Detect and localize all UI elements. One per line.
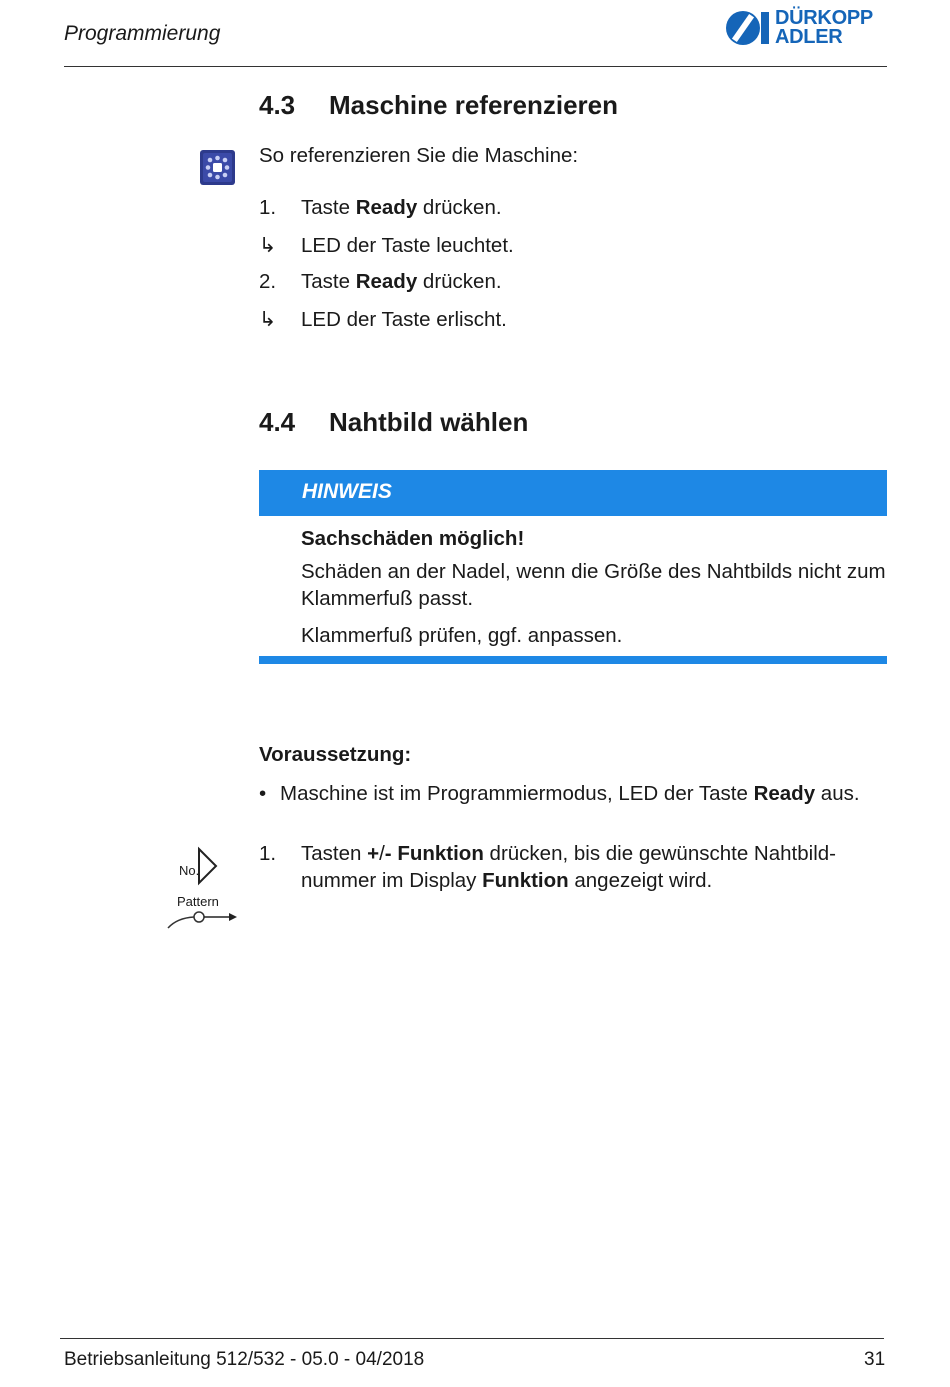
key-name: Ready [355,270,418,293]
key-name: - Funktion [384,842,484,865]
key-name: Ready [753,782,816,805]
notice-banner [259,470,887,516]
result-2 [259,307,507,332]
logo-text-line1: DÜRKOPP [775,7,873,29]
section-4-3-heading [259,90,618,121]
header-rule [64,66,887,67]
bullet-marker: • [259,782,267,805]
result-text: LED der Taste erlischt. [301,308,507,331]
section-4-4-heading [259,407,528,438]
pattern-icon-label-pattern: Pattern [177,894,219,909]
section-number: 4.3 [259,90,296,120]
step-text: drücken, bis die gewünschte Nahtbild-nummer im Display [301,842,836,892]
result-arrow-icon: ↳ [259,234,277,257]
result-1 [259,233,514,258]
step-text: Tasten [301,842,368,865]
section-title: Nahtbild wählen [329,407,529,437]
section-number: 4.4 [259,407,296,437]
step-marker: 1. [259,842,277,865]
step-text: drücken. [417,196,502,219]
notice-label: HINWEIS [302,480,392,503]
step-text: / [379,842,385,865]
logo-text-line2: ADLER [775,26,843,48]
duerkopp-adler-logo [723,8,893,52]
result-arrow-icon: ↳ [259,308,277,331]
step-text: angezeigt wird. [568,869,713,892]
section-4-3-intro: So referenzieren Sie die Maschine: [259,144,579,167]
step-marker: 1. [259,196,277,219]
running-header-title: Programmierung [64,22,221,45]
footer-rule [60,1338,884,1339]
step-marker: 2. [259,270,277,293]
key-name: + [367,842,380,865]
display-name: Funktion [482,869,569,892]
notice-action: Klammerfuß prüfen, ggf. anpassen. [301,624,623,647]
step-2 [259,270,502,294]
key-name: Ready [355,196,418,219]
pattern-key-icon [165,846,241,932]
page-number: 31 [864,1349,886,1370]
prerequisite-text: Maschine ist im Programmiermodus, LED der Taste [280,782,754,805]
prerequisite-item [259,780,879,807]
pattern-step-1 [259,840,884,894]
ready-key-icon [200,150,235,185]
logo-mark-icon [723,8,773,48]
step-text: Taste [301,196,356,219]
footer-document-info: Betriebsanleitung 512/532 - 05.0 - 04/2018 [64,1349,425,1370]
step-text: drücken. [417,270,502,293]
prerequisite-text: aus. [815,782,860,805]
step-text: Taste [301,270,356,293]
result-text: LED der Taste leuchtet. [301,234,514,257]
notice-heading: Sachschäden möglich! [301,527,525,550]
section-title: Maschine referenzieren [329,90,619,120]
step-1 [259,196,502,220]
notice-bottom-rule [259,656,887,664]
prerequisite-heading: Voraussetzung: [259,743,412,766]
pattern-icon-label-no: No. [179,863,200,878]
notice-body: Schäden an der Nadel, wenn die Größe des Nahtbilds nicht zum Klammerfuß passt. [301,560,886,610]
